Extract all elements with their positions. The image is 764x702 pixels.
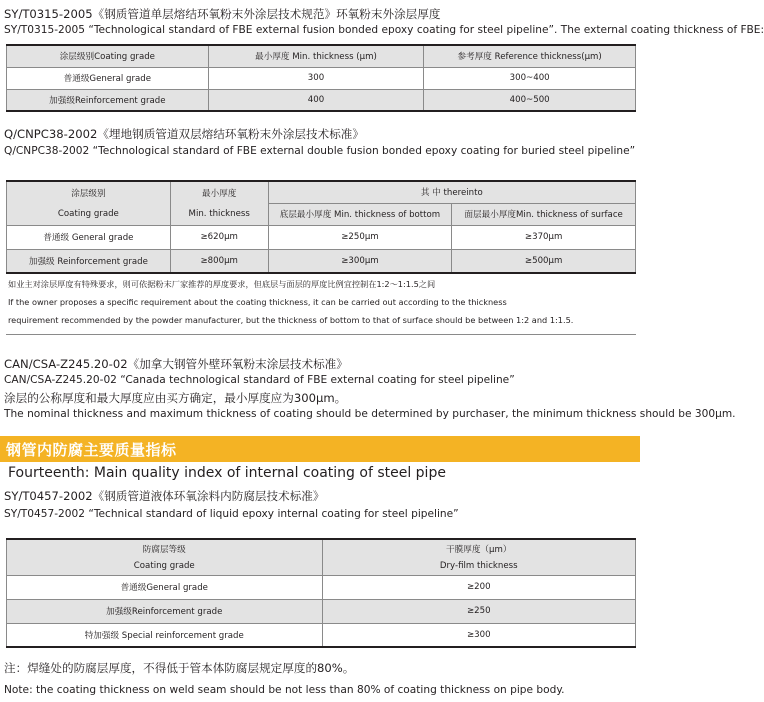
weld-note-cn: 注：焊缝处的防腐层厚度，不得低于管本体防腐层规定厚度的80%。 (4, 661, 355, 675)
cell-surface: ≥500μm (452, 249, 636, 273)
table-note-en-2: requirement recommended by the powder manufacturer, but the thickness of bottom to that of surface should be between 1:2 and 1:1.5. (8, 315, 574, 325)
section4-title-cn: SY/T0457-2002《钢质管道液体环氧涂料内防腐层技术标准》 (4, 489, 325, 503)
cell-min: 300 (208, 67, 424, 89)
table-row (7, 225, 636, 249)
header-grade-cn: 防腐层等级 (7, 539, 323, 557)
internal-coating-table (6, 538, 636, 648)
section1-title-en: SY/T0315-2005 “Technological standard of FBE external fusion bonded epoxy coating for steel pipeline”. The external coating thickness of FBE: (4, 24, 764, 36)
cell-grade: 特加强级 Special reinforcement grade (7, 623, 323, 647)
cell-grade: 加强级Reinforcement grade (7, 599, 323, 623)
header-grade-en: Coating grade (7, 557, 323, 575)
header-thereinto: 其 中 thereinto (268, 181, 635, 203)
section4-heading: Fourteenth: Main quality index of internal coating of steel pipe (8, 465, 446, 481)
section3-body-en: The nominal thickness and maximum thickness of coating should be determined by purchaser, the minimum thickness should be 300μm. (4, 408, 736, 420)
header-surface-thickness: 面层最小厚度Min. thickness of surface (452, 203, 636, 225)
section3-title-en: CAN/CSA-Z245.20-02 “Canada technological standard of FBE external coating for steel pipeline” (4, 374, 515, 386)
table-row (7, 623, 636, 647)
header-dry-film-cn: 干膜厚度（μm） (322, 539, 635, 557)
cell-grade: 普通级General grade (7, 575, 323, 599)
section-banner (0, 436, 640, 462)
header-min-thickness: 最小厚度 Min. thickness (μm) (208, 45, 424, 67)
table-row (7, 89, 636, 111)
cell-grade: 加强级 Reinforcement grade (7, 249, 171, 273)
cell-grade: 普通级 General grade (7, 225, 171, 249)
section4-title-en: SY/T0457-2002 “Technical standard of liquid epoxy internal coating for steel pipeline” (4, 508, 459, 520)
banner-title: 钢管内防腐主要质量指标 (6, 441, 177, 459)
header-coating-grade: 涂层级别Coating grade (7, 45, 209, 67)
header-min-en: Min. thickness (170, 203, 268, 225)
table-row (7, 575, 636, 599)
section3-title-cn: CAN/CSA-Z245.20-02《加拿大钢管外壁环氧粉末涂层技术标准》 (4, 357, 348, 371)
table-header-row (7, 45, 636, 67)
header-dry-film-en: Dry-film thickness (322, 557, 635, 575)
fbe-coating-table (6, 44, 636, 112)
cell-reference: 300~400 (424, 67, 636, 89)
weld-note-en: Note: the coating thickness on weld seam should be not less than 80% of coating thickness on pipe body. (4, 684, 565, 696)
section3-body-cn: 涂层的公称厚度和最大厚度应由买方确定，最小厚度应为300μm。 (4, 391, 347, 405)
header-bottom-thickness: 底层最小厚度 Min. thickness of bottom (268, 203, 452, 225)
header-grade-en: Coating grade (7, 203, 171, 225)
section1-title-cn: SY/T0315-2005《钢质管道单层熔结环氧粉末外涂层技术规范》环氧粉末外涂层厚度 (4, 7, 441, 21)
section2-title-cn: Q/CNPC38-2002《埋地钢质管道双层熔结环氧粉末外涂层技术标准》 (4, 127, 364, 141)
cell-reference: 400~500 (424, 89, 636, 111)
cell-dry-film: ≥200 (322, 575, 635, 599)
table-note-en-1: If the owner proposes a specific requirement about the coating thickness, it can be carried out according to the thickness (8, 297, 507, 307)
cell-grade: 加强级Reinforcement grade (7, 89, 209, 111)
cell-grade: 普通级General grade (7, 67, 209, 89)
table-row (7, 67, 636, 89)
cell-bottom: ≥300μm (268, 249, 452, 273)
cell-bottom: ≥250μm (268, 225, 452, 249)
divider (6, 334, 636, 335)
cell-min: ≥620μm (170, 225, 268, 249)
cell-min: 400 (208, 89, 424, 111)
cell-dry-film: ≥300 (322, 623, 635, 647)
header-min-cn: 最小厚度 (170, 181, 268, 203)
table-note-cn: 如业主对涂层厚度有特殊要求，则可依据粉末厂家推荐的厚度要求，但底层与面层的厚度比例宜控制在1:2～1:1.5之间 (8, 279, 436, 289)
header-grade-cn: 涂层级别 (7, 181, 171, 203)
table-row (7, 249, 636, 273)
double-fbe-table (6, 180, 636, 274)
header-reference-thickness: 参考厚度 Reference thickness(μm) (424, 45, 636, 67)
cell-min: ≥800μm (170, 249, 268, 273)
cell-surface: ≥370μm (452, 225, 636, 249)
table-row (7, 599, 636, 623)
section2-title-en: Q/CNPC38-2002 “Technological standard of FBE external double fusion bonded epoxy coating for buried steel pipeline” (4, 145, 636, 157)
cell-dry-film: ≥250 (322, 599, 635, 623)
